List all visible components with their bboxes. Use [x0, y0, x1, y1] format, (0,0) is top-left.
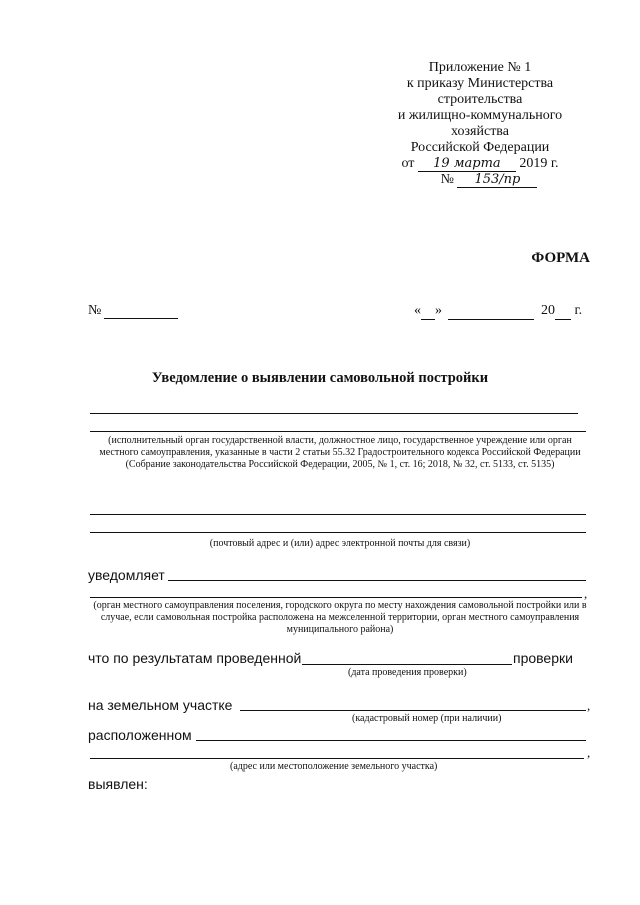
- appendix-line-3: строительства: [437, 92, 523, 107]
- order-number-row: [380, 172, 580, 188]
- day-field[interactable]: [421, 303, 435, 320]
- document-title: Уведомление о выявлении самовольной постройки: [151, 370, 489, 386]
- location-field-2[interactable]: [90, 758, 584, 759]
- order-date-row: [380, 156, 580, 172]
- appendix-line-2: к приказу Министерства: [406, 76, 554, 91]
- appendix-line-4: и жилищно-коммунального: [397, 108, 563, 123]
- found-label: выявлен:: [88, 776, 148, 792]
- form-label: ФОРМА: [531, 250, 590, 266]
- location-note: (адрес или местоположение земельного участка): [230, 761, 438, 772]
- location-comma: ,: [587, 745, 591, 760]
- order-number-prefix: №: [440, 172, 454, 187]
- located-label: расположенном: [88, 727, 192, 743]
- inspection-date-note: (дата проведения проверки): [348, 667, 467, 678]
- authority-field-1[interactable]: [90, 413, 578, 414]
- order-date-handwritten: 19 марта: [418, 157, 516, 172]
- recipient-field-2[interactable]: [90, 597, 582, 598]
- authority-note: (исполнительный орган государственной власти, должностное лицо, государственное учреждение или орган местного самоуправления, указанные в части 2 статьи 55.32 Градостроительного кодекса Российской Федерации (Собрание законодательства Российской Федерации, 2005, № 1, ст. 16; 2018, № 32, ст. 5133, ст. 5135): [99, 435, 581, 470]
- document-number-field[interactable]: [104, 318, 178, 319]
- recipient-comma: ,: [584, 586, 588, 601]
- plot-comma: ,: [587, 698, 591, 713]
- year-field[interactable]: [555, 303, 571, 320]
- cadastral-note: (кадастровый номер (при наличии): [352, 713, 502, 724]
- address-note: (почтовый адрес и (или) адрес электронной почты для связи): [209, 538, 471, 549]
- recipient-field-1[interactable]: [168, 580, 586, 581]
- date-open-quote: «: [414, 303, 421, 318]
- order-date-prefix: от: [401, 156, 415, 171]
- year-prefix: 20: [541, 303, 555, 318]
- notifies-label: уведомляет: [88, 567, 165, 583]
- authority-field-2[interactable]: [90, 431, 586, 432]
- inspection-date-field[interactable]: [302, 664, 512, 665]
- year-suffix: г.: [574, 303, 583, 318]
- document-number-prefix: №: [88, 303, 102, 318]
- appendix-header: [380, 60, 580, 188]
- cadastral-field[interactable]: [240, 710, 586, 711]
- recipient-note: (орган местного самоуправления поселения, городского округа по месту нахождения самовольной постройки или в случае, если самовольная постройка расположена на межселенной территории, орган местного самоуправления муниципального района): [93, 600, 587, 635]
- document-date-row: [414, 303, 582, 320]
- appendix-line-6: Российской Федерации: [410, 140, 550, 155]
- plot-label: на земельном участке: [88, 697, 233, 713]
- address-field-1[interactable]: [90, 514, 586, 515]
- results-label: что по результатам проведенной: [88, 650, 302, 666]
- inspection-label: проверки: [513, 650, 573, 666]
- appendix-line-1: Приложение № 1: [428, 60, 532, 75]
- appendix-line-5: хозяйства: [451, 124, 509, 139]
- order-date-year: 2019 г.: [519, 156, 559, 171]
- order-number-handwritten: 153/пр: [457, 173, 537, 188]
- month-field[interactable]: [448, 303, 534, 320]
- date-close-quote: »: [435, 303, 442, 318]
- address-field-2[interactable]: [90, 532, 586, 533]
- location-field-1[interactable]: [196, 740, 586, 741]
- document-number-row: [88, 303, 101, 319]
